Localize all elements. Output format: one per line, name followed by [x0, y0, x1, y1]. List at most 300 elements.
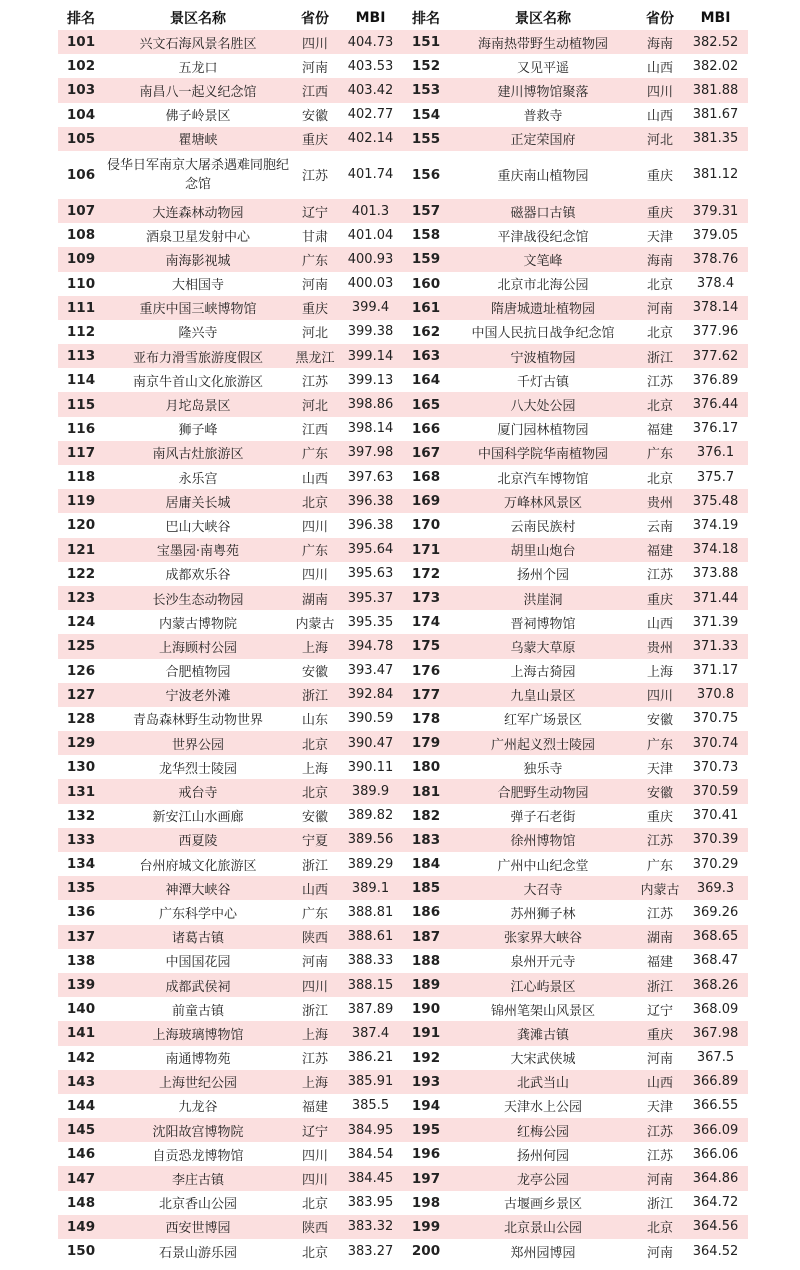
right-name-cell: 龚滩古镇 [449, 1021, 637, 1045]
left-province-cell: 江苏 [301, 374, 328, 390]
right-province-cell: 福建 [646, 955, 673, 971]
right-province-cell: 江苏 [637, 1118, 683, 1142]
right-mbi-cell: 368.09 [692, 1001, 739, 1017]
right-mbi-cell: 373.88 [692, 566, 739, 582]
right-province-cell: 贵州 [637, 634, 683, 658]
right-rank-cell: 170 [411, 517, 441, 534]
left-name-cell: 南昌八一起义纪念馆 [104, 78, 292, 102]
right-name-cell: 文笔峰 [449, 247, 637, 271]
right-province-cell: 山西 [646, 109, 673, 125]
left-rank-cell: 113 [58, 344, 104, 368]
right-name-cell: 苏州狮子林 [510, 906, 576, 922]
right-rank-cell: 161 [403, 296, 449, 320]
right-name-cell: 古堰画乡景区 [503, 1197, 582, 1213]
right-mbi-cell: 364.52 [692, 1243, 739, 1259]
left-rank-cell: 129 [58, 731, 104, 755]
right-rank-cell: 164 [411, 372, 441, 389]
right-mbi-cell: 368.26 [683, 973, 748, 997]
right-mbi-cell: 381.67 [692, 107, 739, 123]
right-mbi-cell: 376.44 [683, 392, 748, 416]
left-mbi-cell: 404.73 [338, 30, 403, 54]
left-rank-cell: 133 [58, 828, 104, 852]
right-province-cell: 广东 [646, 858, 673, 874]
right-rank-cell: 174 [411, 614, 441, 631]
right-rank-cell: 172 [411, 565, 441, 582]
left-mbi-cell: 396.38 [347, 517, 394, 533]
right-mbi-cell: 381.12 [692, 167, 739, 183]
left-province-cell: 湖南 [292, 586, 338, 610]
left-name-cell: 南通博物苑 [165, 1052, 231, 1068]
left-rank-cell: 130 [66, 759, 96, 776]
right-name-cell: 北京汽车博物馆 [497, 471, 589, 487]
left-mbi-cell: 385.5 [351, 1098, 390, 1114]
left-province-cell: 四川 [292, 973, 338, 997]
right-province-cell: 云南 [646, 519, 673, 535]
table-row [58, 1215, 748, 1239]
left-mbi-cell: 400.03 [347, 276, 394, 292]
left-name-cell: 石景山游乐园 [158, 1245, 237, 1261]
left-province-cell: 浙江 [301, 858, 328, 874]
right-mbi-cell: 379.31 [683, 199, 748, 223]
left-name-cell: 兴文石海风景名胜区 [104, 30, 292, 54]
left-name-cell: 沈阳故宫博物院 [104, 1118, 292, 1142]
right-rank-cell: 157 [403, 199, 449, 223]
right-province-cell: 江苏 [646, 568, 673, 584]
left-rank-cell: 132 [66, 807, 96, 824]
left-province-cell: 江西 [301, 423, 328, 439]
right-province-cell: 四川 [637, 78, 683, 102]
left-province-cell: 黑龙江 [292, 344, 338, 368]
right-mbi-cell: 374.19 [692, 517, 739, 533]
left-name-cell: 台州府城文化旅游区 [139, 858, 257, 874]
right-mbi-cell: 376.17 [692, 421, 739, 437]
left-mbi-cell: 397.98 [338, 441, 403, 465]
right-province-cell: 江苏 [646, 374, 673, 390]
left-mbi-cell: 383.95 [347, 1195, 394, 1211]
left-rank-cell: 106 [66, 166, 96, 183]
right-mbi-cell: 374.18 [683, 538, 748, 562]
left-rank-cell: 104 [66, 106, 96, 123]
right-province-cell: 上海 [646, 665, 673, 681]
right-mbi-cell: 382.02 [692, 58, 739, 74]
table-row [58, 828, 748, 852]
right-province-cell: 海南 [637, 30, 683, 54]
right-name-cell: 大宋武侠城 [510, 1052, 576, 1068]
left-rank-cell: 102 [66, 58, 96, 75]
table-row [58, 368, 748, 392]
right-name-cell: 洪崖洞 [449, 586, 637, 610]
table-row [58, 392, 748, 416]
left-name-cell: 龙华烈士陵园 [158, 761, 237, 777]
right-name-cell: 胡里山炮台 [449, 538, 637, 562]
table-row [58, 513, 748, 537]
right-name-cell: 江心屿景区 [449, 973, 637, 997]
left-province-cell: 重庆 [292, 296, 338, 320]
left-mbi-cell: 396.38 [338, 489, 403, 513]
right-mbi-cell: 366.55 [692, 1098, 739, 1114]
right-mbi-cell: 364.86 [683, 1166, 748, 1190]
left-province-cell: 四川 [301, 568, 328, 584]
right-name-cell: 厦门园林植物园 [497, 423, 589, 439]
left-province-cell: 陕西 [292, 1215, 338, 1239]
right-province-cell: 贵州 [637, 489, 683, 513]
right-name-cell: 弹子石老街 [510, 810, 576, 826]
right-rank-cell: 167 [403, 441, 449, 465]
right-name-cell: 泉州开元寺 [510, 955, 576, 971]
left-rank-cell: 120 [66, 517, 96, 534]
table-row [58, 731, 748, 755]
left-mbi-cell: 390.59 [347, 711, 394, 727]
table-header-row [58, 6, 748, 30]
right-province-cell: 北京 [646, 471, 673, 487]
right-mbi-cell: 370.75 [692, 711, 739, 727]
left-name-cell: 宝墨园·南粤苑 [104, 538, 292, 562]
right-province-cell: 山西 [646, 60, 673, 76]
left-province-cell: 浙江 [301, 1003, 328, 1019]
left-name-cell: 永乐宫 [178, 471, 218, 487]
right-name-cell: 大召寺 [449, 876, 637, 900]
right-province-cell: 重庆 [637, 1021, 683, 1045]
right-mbi-cell: 369.26 [692, 904, 739, 920]
left-mbi-cell: 398.14 [347, 421, 394, 437]
right-rank-cell: 156 [411, 166, 441, 183]
table-row [58, 417, 748, 441]
left-name-cell: 新安江山水画廊 [152, 810, 244, 826]
right-name-cell: 建川博物馆聚落 [449, 78, 637, 102]
right-mbi-cell: 367.98 [683, 1021, 748, 1045]
table-row [58, 489, 748, 513]
right-name-cell: 上海古猗园 [510, 665, 576, 681]
left-province-cell: 上海 [292, 634, 338, 658]
right-province-cell: 山西 [637, 1070, 683, 1094]
table-row [58, 683, 748, 707]
right-rank-cell: 152 [411, 58, 441, 75]
right-province-cell: 福建 [646, 423, 673, 439]
table-row [58, 1191, 748, 1215]
right-mbi-cell: 377.96 [692, 324, 739, 340]
left-rank-cell: 145 [58, 1118, 104, 1142]
left-name-cell: 侵华日军南京大屠杀遇难同胞纪念馆 [106, 157, 289, 192]
right-province-cell: 天津 [646, 1100, 673, 1116]
right-rank-cell: 187 [403, 925, 449, 949]
left-rank-cell: 142 [66, 1049, 96, 1066]
table-row [58, 1094, 748, 1118]
left-rank-cell: 103 [58, 78, 104, 102]
right-mbi-cell: 378.4 [696, 276, 735, 292]
left-name-cell: 大相国寺 [171, 278, 224, 294]
left-province-cell: 浙江 [292, 683, 338, 707]
header-rank-right: 排名 [412, 11, 440, 27]
right-province-cell: 广东 [637, 441, 683, 465]
right-name-cell: 隋唐城遗址植物园 [449, 296, 637, 320]
left-rank-cell: 118 [66, 469, 96, 486]
left-rank-cell: 117 [58, 441, 104, 465]
left-mbi-cell: 383.32 [338, 1215, 403, 1239]
right-province-cell: 河南 [637, 1166, 683, 1190]
right-rank-cell: 176 [411, 662, 441, 679]
right-province-cell: 天津 [646, 229, 673, 245]
right-rank-cell: 200 [411, 1243, 441, 1260]
left-name-cell: 隆兴寺 [178, 326, 218, 342]
left-name-cell: 狮子峰 [178, 423, 218, 439]
right-name-cell: 中国科学院华南植物园 [449, 441, 637, 465]
left-province-cell: 宁夏 [292, 828, 338, 852]
left-province-cell: 安徽 [301, 109, 328, 125]
left-name-cell: 大连森林动物园 [104, 199, 292, 223]
left-mbi-cell: 388.61 [338, 925, 403, 949]
left-name-cell: 酒泉卫星发射中心 [145, 229, 250, 245]
right-rank-cell: 194 [411, 1097, 441, 1114]
table-row [58, 247, 748, 271]
left-mbi-cell: 403.42 [338, 78, 403, 102]
right-province-cell: 重庆 [637, 586, 683, 610]
left-name-cell: 成都武侯祠 [104, 973, 292, 997]
left-name-cell: 上海玻璃博物馆 [104, 1021, 292, 1045]
left-province-cell: 山东 [301, 713, 328, 729]
header-name-left: 景区名称 [170, 11, 226, 27]
left-name-cell: 诸葛古镇 [104, 925, 292, 949]
table-row [58, 127, 748, 151]
header-mbi-right: MBI [700, 10, 731, 26]
right-name-cell: 普救寺 [523, 109, 563, 125]
table-row [58, 586, 748, 610]
table-row [58, 949, 748, 973]
right-rank-cell: 169 [403, 489, 449, 513]
right-rank-cell: 188 [411, 952, 441, 969]
left-rank-cell: 146 [66, 1146, 96, 1163]
left-name-cell: 西安世博园 [104, 1215, 292, 1239]
right-name-cell: 广州起义烈士陵园 [449, 731, 637, 755]
right-rank-cell: 162 [411, 323, 441, 340]
table-row [58, 562, 748, 586]
left-rank-cell: 128 [66, 710, 96, 727]
left-rank-cell: 116 [66, 420, 96, 437]
left-mbi-cell: 401.74 [347, 167, 394, 183]
left-name-cell: 上海顾村公园 [104, 634, 292, 658]
left-name-cell: 李庄古镇 [104, 1166, 292, 1190]
right-province-cell: 安徽 [646, 713, 673, 729]
left-rank-cell: 109 [58, 247, 104, 271]
right-province-cell: 四川 [637, 683, 683, 707]
left-name-cell: 前童古镇 [171, 1003, 224, 1019]
left-rank-cell: 147 [58, 1166, 104, 1190]
left-mbi-cell: 403.53 [347, 58, 394, 74]
right-mbi-cell: 370.41 [692, 808, 739, 824]
left-mbi-cell: 395.63 [347, 566, 394, 582]
right-name-cell: 平津战役纪念馆 [497, 229, 589, 245]
left-mbi-cell: 384.45 [338, 1166, 403, 1190]
right-rank-cell: 190 [411, 1001, 441, 1018]
left-province-cell: 北京 [292, 489, 338, 513]
left-mbi-cell: 384.54 [347, 1146, 394, 1162]
right-province-cell: 河北 [637, 127, 683, 151]
right-rank-cell: 168 [411, 469, 441, 486]
left-rank-cell: 138 [66, 952, 96, 969]
left-name-cell: 广东科学中心 [158, 906, 237, 922]
left-name-cell: 宁波老外滩 [104, 683, 292, 707]
right-name-cell: 张家界大峡谷 [449, 925, 637, 949]
left-name-cell: 长沙生态动物园 [104, 586, 292, 610]
table-row [58, 779, 748, 803]
left-name-cell: 内蒙古博物院 [158, 616, 237, 632]
table-row [58, 1142, 748, 1166]
left-province-cell: 上海 [292, 1070, 338, 1094]
left-name-cell: 南风古灶旅游区 [104, 441, 292, 465]
right-province-cell: 北京 [646, 326, 673, 342]
left-province-cell: 江西 [292, 78, 338, 102]
right-mbi-cell: 378.14 [683, 296, 748, 320]
left-name-cell: 戒台寺 [104, 779, 292, 803]
right-rank-cell: 185 [403, 876, 449, 900]
right-province-cell: 河南 [646, 1245, 673, 1261]
right-name-cell: 宁波植物园 [449, 344, 637, 368]
right-rank-cell: 175 [403, 634, 449, 658]
right-mbi-cell: 381.88 [683, 78, 748, 102]
left-rank-cell: 134 [66, 856, 96, 873]
table-row [58, 199, 748, 223]
right-name-cell: 锦州笔架山风景区 [490, 1003, 595, 1019]
right-province-cell: 江苏 [646, 906, 673, 922]
left-province-cell: 上海 [292, 1021, 338, 1045]
left-rank-cell: 135 [58, 876, 104, 900]
left-rank-cell: 143 [58, 1070, 104, 1094]
right-province-cell: 浙江 [637, 973, 683, 997]
right-province-cell: 内蒙古 [637, 876, 683, 900]
left-mbi-cell: 394.78 [338, 634, 403, 658]
right-mbi-cell: 371.17 [692, 663, 739, 679]
right-rank-cell: 181 [403, 779, 449, 803]
left-province-cell: 河南 [301, 60, 328, 76]
right-mbi-cell: 381.35 [683, 127, 748, 151]
left-rank-cell: 141 [58, 1021, 104, 1045]
right-province-cell: 北京 [637, 1215, 683, 1239]
scenic-area-ranking-table [58, 6, 748, 1263]
left-rank-cell: 107 [58, 199, 104, 223]
right-province-cell: 河南 [646, 1052, 673, 1068]
left-name-cell: 亚布力滑雪旅游度假区 [104, 344, 292, 368]
left-mbi-cell: 389.82 [347, 808, 394, 824]
table-row [58, 1070, 748, 1094]
left-mbi-cell: 383.27 [347, 1243, 394, 1259]
right-rank-cell: 186 [411, 904, 441, 921]
left-mbi-cell: 395.64 [338, 538, 403, 562]
right-mbi-cell: 375.7 [696, 469, 735, 485]
right-rank-cell: 158 [411, 227, 441, 244]
left-mbi-cell: 388.81 [347, 904, 394, 920]
left-province-cell: 四川 [292, 30, 338, 54]
right-name-cell: 广州中山纪念堂 [497, 858, 589, 874]
table-row [58, 755, 748, 779]
left-name-cell: 世界公园 [104, 731, 292, 755]
right-name-cell: 扬州个园 [516, 568, 569, 584]
table-row [58, 1118, 748, 1142]
right-mbi-cell: 375.48 [683, 489, 748, 513]
right-name-cell: 万峰林风景区 [449, 489, 637, 513]
left-name-cell: 中国国花园 [165, 955, 231, 971]
right-province-cell: 天津 [646, 761, 673, 777]
left-province-cell: 安徽 [301, 810, 328, 826]
left-mbi-cell: 386.21 [347, 1050, 394, 1066]
left-name-cell: 西夏陵 [104, 828, 292, 852]
right-rank-cell: 163 [403, 344, 449, 368]
table-row [58, 538, 748, 562]
left-name-cell: 瞿塘峡 [104, 127, 292, 151]
table-row [58, 441, 748, 465]
header-province-right: 省份 [646, 11, 674, 27]
right-province-cell: 北京 [646, 278, 673, 294]
table-row [58, 634, 748, 658]
left-province-cell: 安徽 [301, 665, 328, 681]
right-name-cell: 北京市北海公园 [497, 278, 589, 294]
right-mbi-cell: 376.1 [683, 441, 748, 465]
left-rank-cell: 101 [58, 30, 104, 54]
left-rank-cell: 119 [58, 489, 104, 513]
left-rank-cell: 108 [66, 227, 96, 244]
left-province-cell: 甘肃 [301, 229, 328, 245]
right-name-cell: 红梅公园 [449, 1118, 637, 1142]
left-province-cell: 河南 [301, 955, 328, 971]
left-rank-cell: 144 [66, 1097, 96, 1114]
right-name-cell: 九皇山景区 [449, 683, 637, 707]
right-province-cell: 广东 [637, 731, 683, 755]
right-mbi-cell: 376.89 [692, 372, 739, 388]
left-province-cell: 江苏 [301, 1052, 328, 1068]
left-rank-cell: 136 [66, 904, 96, 921]
right-mbi-cell: 371.39 [692, 614, 739, 630]
ranking-table-container [58, 6, 748, 1263]
right-province-cell: 山西 [646, 616, 673, 632]
left-rank-cell: 121 [58, 538, 104, 562]
right-mbi-cell: 370.39 [683, 828, 748, 852]
header-rank-left: 排名 [67, 11, 95, 27]
left-province-cell: 河北 [301, 326, 328, 342]
table-row [58, 1021, 748, 1045]
left-mbi-cell: 401.3 [338, 199, 403, 223]
table-row [58, 272, 748, 296]
right-rank-cell: 183 [403, 828, 449, 852]
left-rank-cell: 124 [66, 614, 96, 631]
table-row [58, 78, 748, 102]
table-row [58, 1046, 748, 1070]
right-province-cell: 浙江 [646, 1197, 673, 1213]
right-rank-cell: 166 [411, 420, 441, 437]
left-mbi-cell: 398.86 [338, 392, 403, 416]
left-mbi-cell: 401.04 [347, 227, 394, 243]
left-name-cell: 佛子岭景区 [165, 109, 231, 125]
right-rank-cell: 199 [403, 1215, 449, 1239]
right-mbi-cell: 364.56 [683, 1215, 748, 1239]
left-province-cell: 江苏 [301, 169, 328, 185]
right-rank-cell: 191 [403, 1021, 449, 1045]
right-name-cell: 合肥野生动物园 [449, 779, 637, 803]
left-rank-cell: 115 [58, 392, 104, 416]
table-row [58, 1166, 748, 1190]
right-mbi-cell: 368.47 [692, 953, 739, 969]
right-province-cell: 重庆 [646, 810, 673, 826]
left-province-cell: 北京 [301, 1197, 328, 1213]
right-name-cell: 又见平遥 [516, 60, 569, 76]
table-row [58, 852, 748, 876]
left-province-cell: 辽宁 [292, 1118, 338, 1142]
left-mbi-cell: 390.11 [347, 759, 394, 775]
right-rank-cell: 155 [403, 127, 449, 151]
left-mbi-cell: 399.14 [338, 344, 403, 368]
left-rank-cell: 148 [66, 1194, 96, 1211]
left-province-cell: 广东 [292, 538, 338, 562]
right-mbi-cell: 366.89 [683, 1070, 748, 1094]
left-name-cell: 居庸关长城 [104, 489, 292, 513]
right-rank-cell: 173 [403, 586, 449, 610]
